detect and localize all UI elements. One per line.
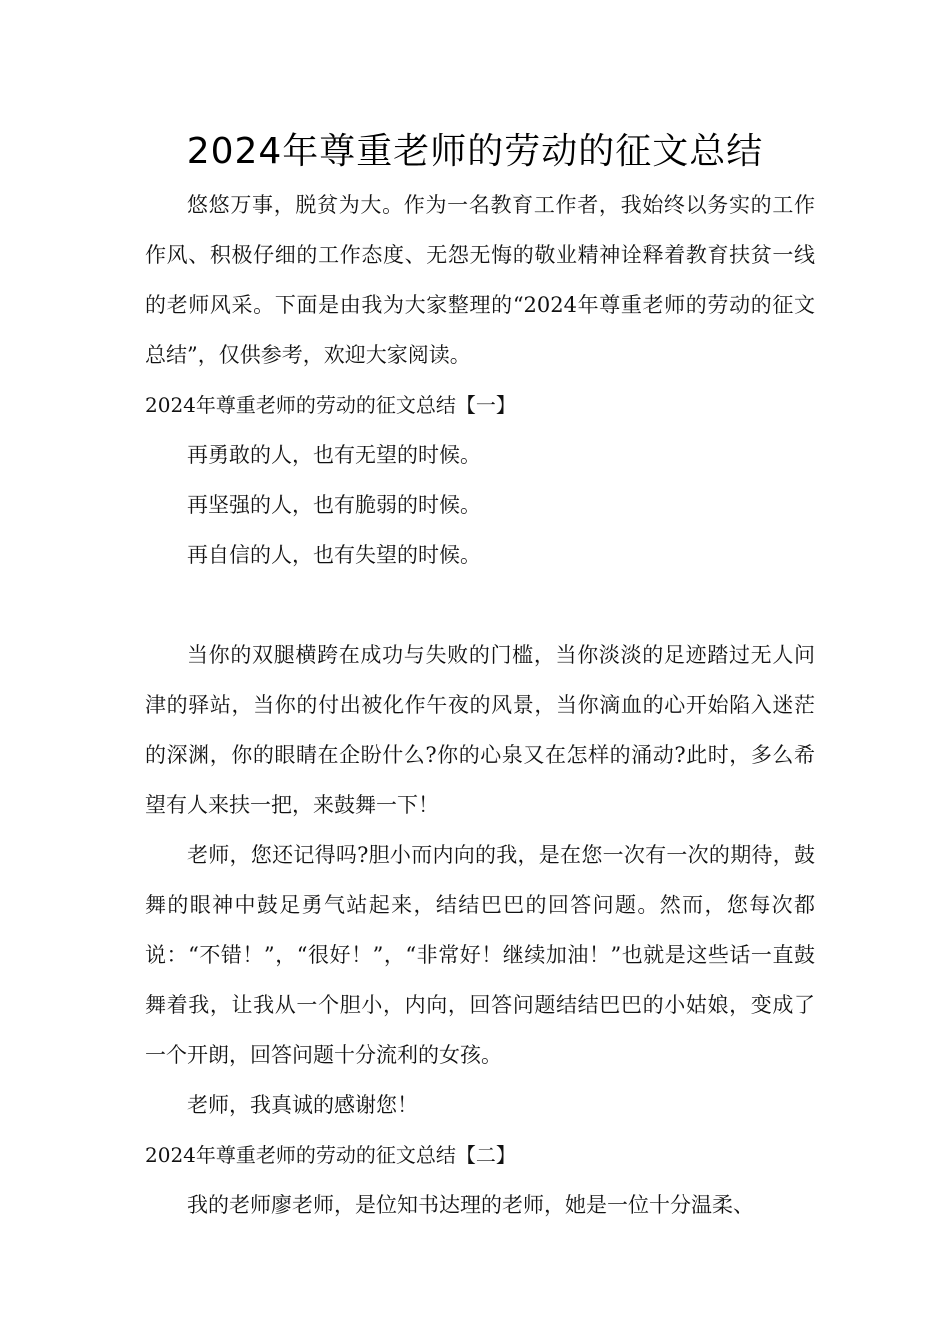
document-body [145,180,815,1230]
section2-paragraph-1: 我的老师廖老师，是位知书达理的老师，她是一位十分温柔、 [187,1193,754,1217]
poem-line-1: 再勇敢的人，也有无望的时候。 [187,443,481,467]
poem-line-3: 再自信的人，也有失望的时候。 [187,543,481,567]
section1-paragraph-2: 老师，您还记得吗?胆小而内向的我，是在您一次有一次的期待，鼓舞的眼神中鼓足勇气站起来，结结巴巴的回答问题。然而，您每次都说：“不错！”，“很好！”，“非常好！继续加油！”也就是这些话一直鼓舞着我，让我从一个胆小，内向，回答问题结结巴巴的小姑娘，变成了一个开朗，回答问题十分流利的女孩。 [145,843,815,1067]
section-heading-1: 2024年尊重老师的劳动的征文总结【一】 [145,393,516,417]
blank-line [145,580,815,630]
section1-paragraph-1: 当你的双腿横跨在成功与失败的门槛，当你淡淡的足迹踏过无人问津的驿站，当你的付出被化作午夜的风景，当你滴血的心开始陷入迷茫的深渊，你的眼睛在企盼什么?你的心泉又在怎样的涌动?此时，多么希望有人来扶一把，来鼓舞一下！ [145,643,815,817]
document-title: 2024年尊重老师的劳动的征文总结 [186,131,764,172]
intro-paragraph: 悠悠万事，脱贫为大。作为一名教育工作者，我始终以务实的工作作风、积极仔细的工作态度、无怨无悔的敬业精神诠释着教育扶贫一线的老师风采。下面是由我为大家整理的“2024年尊重老师的劳动的征文总结”，仅供参考，欢迎大家阅读。 [145,193,815,367]
section1-paragraph-3: 老师，我真诚的感谢您！ [187,1093,418,1117]
section-heading-2: 2024年尊重老师的劳动的征文总结【二】 [145,1143,516,1167]
poem-line-2: 再坚强的人，也有脆弱的时候。 [187,493,481,517]
